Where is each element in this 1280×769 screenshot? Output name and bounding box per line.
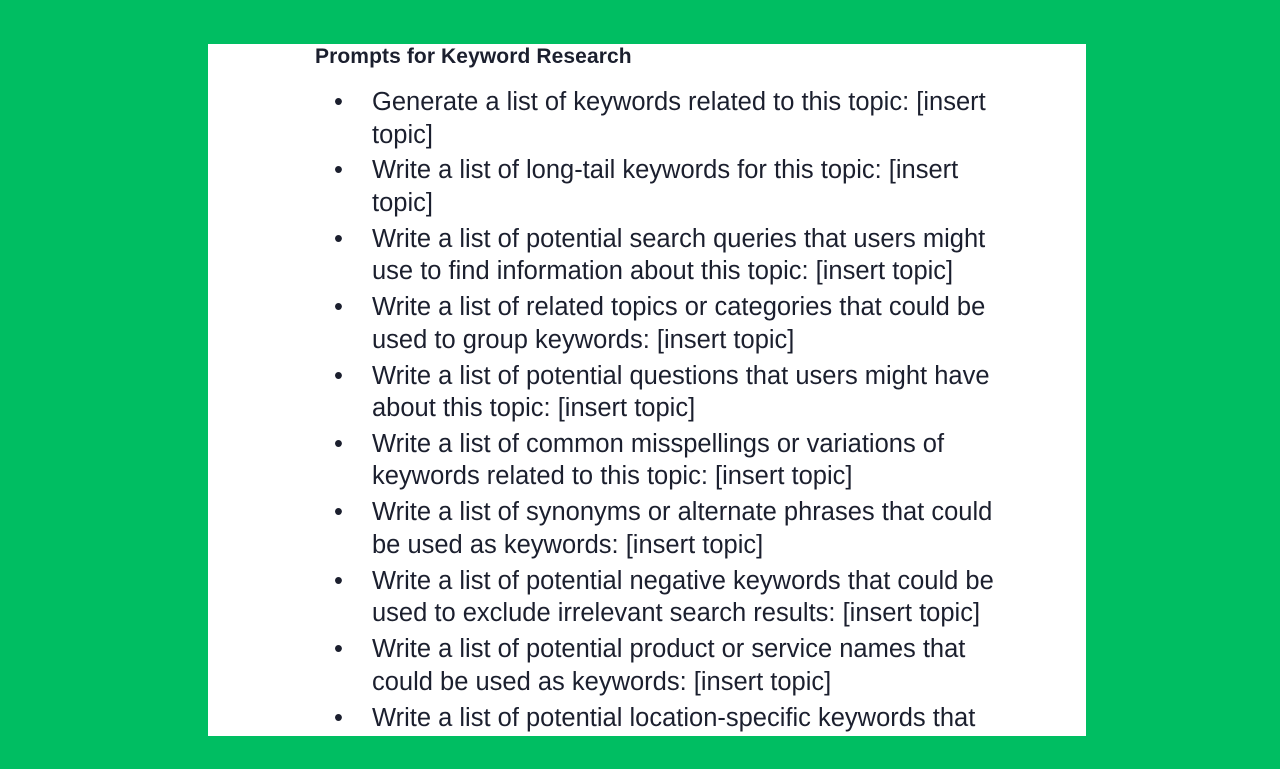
list-item-text: Write a list of potential negative keywords that could be used to exclude irrelevant search results: [insert topic] [372, 566, 994, 628]
list-item [208, 86, 1062, 154]
bullet-icon: • [334, 88, 343, 116]
document-heading: Prompts for Keyword Research [315, 45, 632, 68]
bullet-icon: • [334, 293, 343, 322]
list-item [208, 154, 1062, 222]
document-page [208, 44, 1086, 736]
list-item [208, 702, 1062, 736]
list-item-text: Write a list of related topics or categories that could be used to group keywords: [insert topic] [372, 293, 986, 354]
list-item [208, 223, 1062, 291]
bullet-icon: • [334, 361, 343, 390]
bullet-icon: • [334, 224, 343, 253]
bullet-icon: • [334, 635, 343, 664]
list-item [208, 565, 1062, 633]
list-item-text: Write a list of potential product or service names that could be used as keywords: [insert topic] [372, 635, 966, 696]
prompt-list [208, 86, 1086, 736]
bullet-icon: • [334, 429, 343, 458]
bullet-icon: • [334, 156, 343, 185]
list-item [208, 496, 1062, 564]
list-item-text: Generate a list of keywords related to this topic: [insert topic] [372, 88, 986, 149]
list-item-text: Write a list of potential questions that users might have about this topic: [insert topic] [372, 361, 990, 423]
list-item [208, 291, 1062, 359]
list-item-text: Write a list of common misspellings or variations of keywords related to this topic: [insert topic] [372, 429, 945, 491]
list-item-text: Write a list of synonyms or alternate phrases that could be used as keywords: [insert topic] [372, 498, 993, 559]
list-item-text: Write a list of potential location-specific keywords that [372, 703, 976, 732]
list-item-text: Write a list of potential search queries that users might use to find information about this topic: [insert topic] [372, 224, 986, 286]
list-item [208, 633, 1062, 701]
list-item [208, 428, 1062, 496]
list-item-text: Write a list of long-tail keywords for this topic: [insert topic] [372, 156, 959, 217]
bullet-icon: • [334, 703, 343, 732]
bullet-icon: • [334, 566, 343, 595]
list-item [208, 360, 1062, 428]
bullet-icon: • [334, 498, 343, 527]
